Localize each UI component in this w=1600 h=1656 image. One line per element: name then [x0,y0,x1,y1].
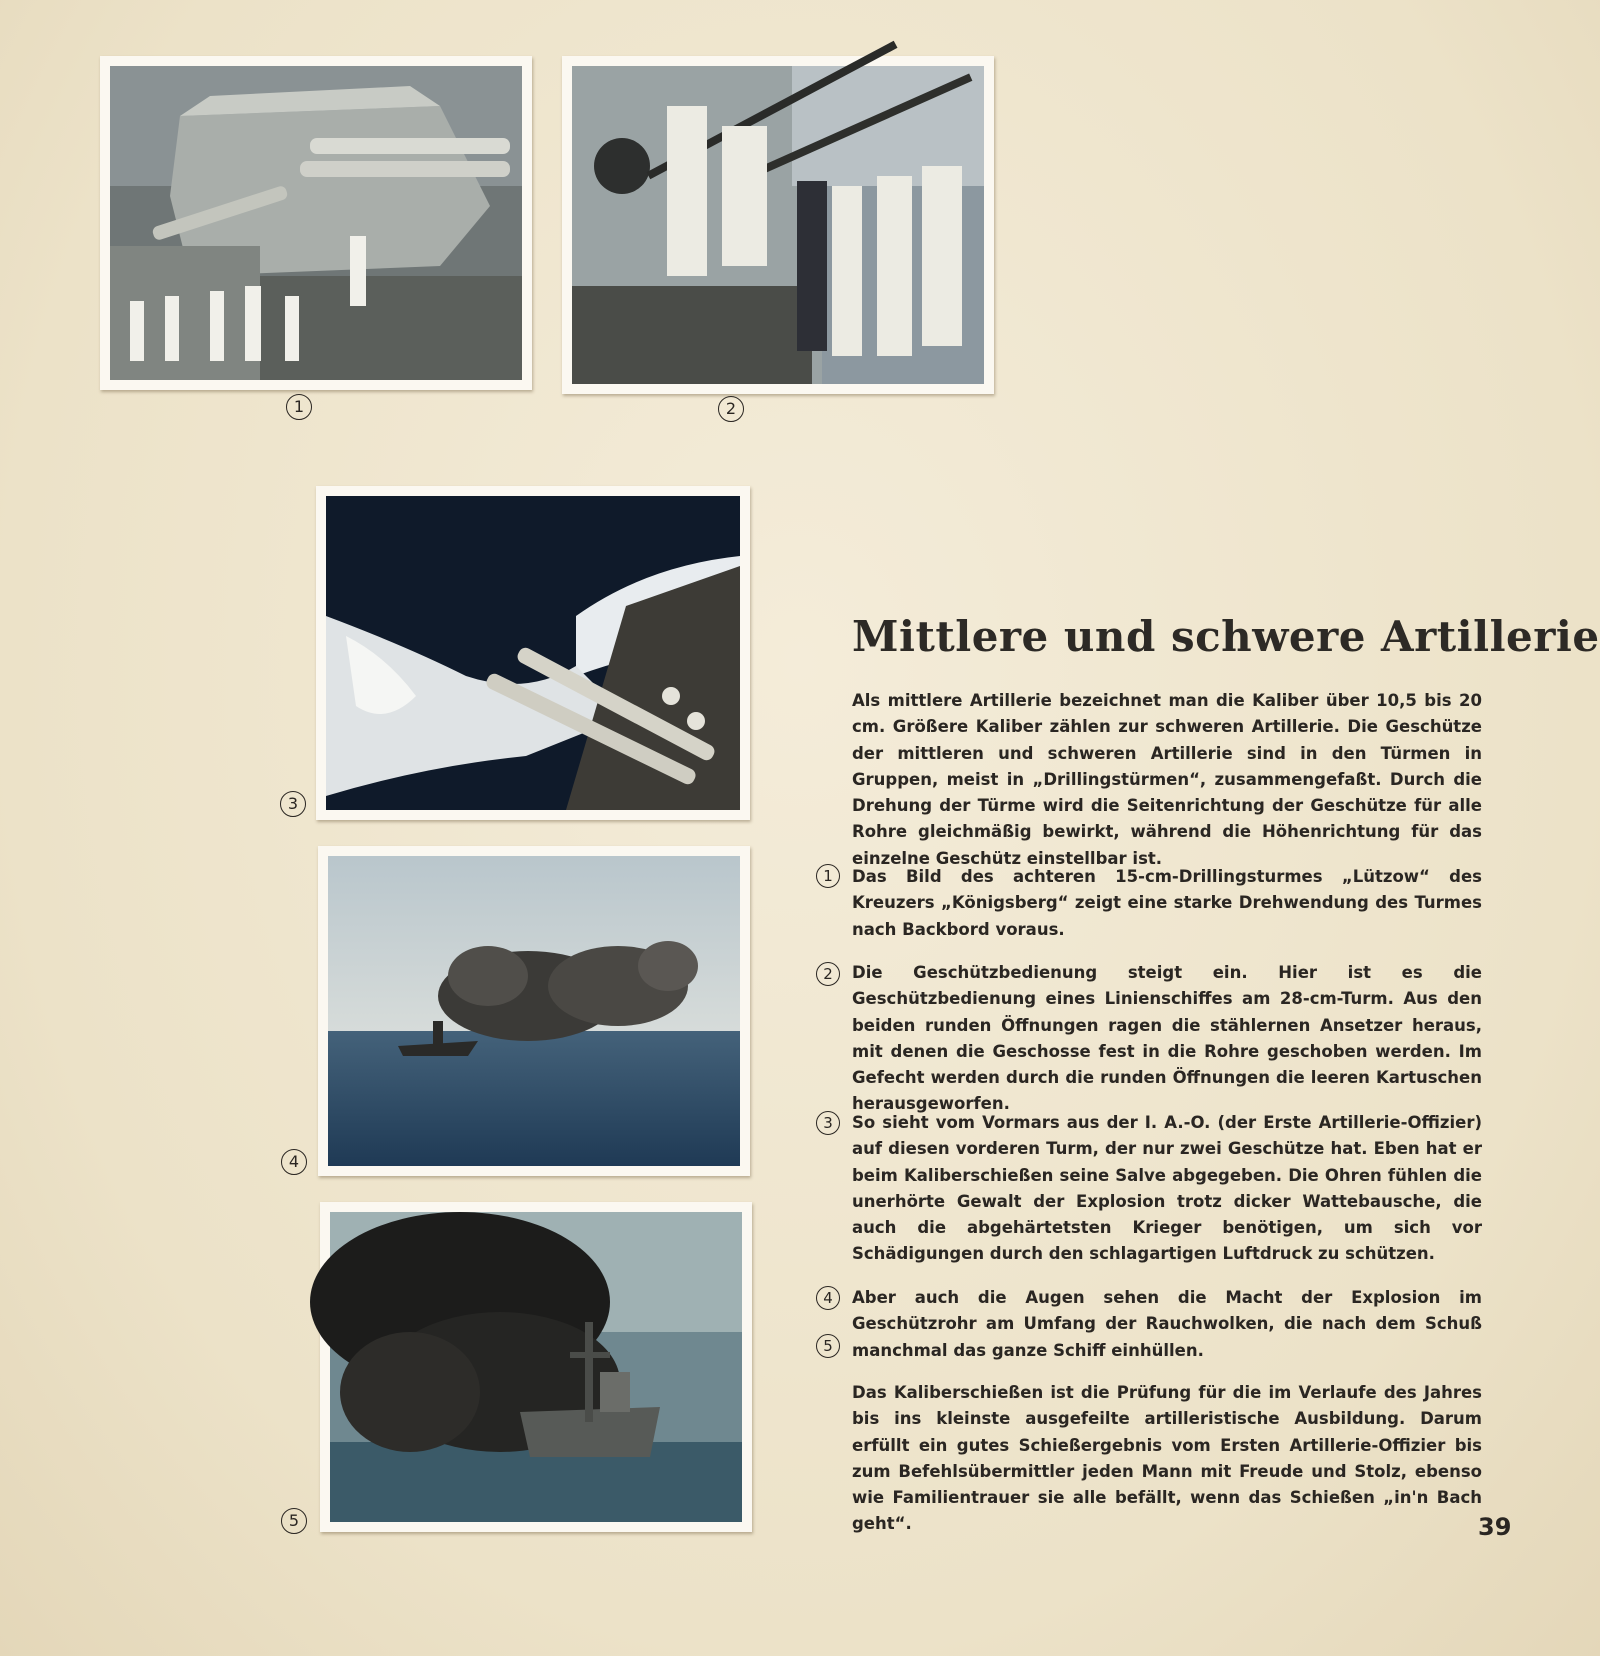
caption-paragraph-4-5: Aber auch die Augen sehen die Macht der Explosion im Geschützrohr am Umfang der Rauchwolken, die nach dem Schuß manchmal das ganze Schiff einhüllen. [852,1288,1482,1360]
caption-number-5: 5 [816,1334,840,1358]
photo-gun-crew [572,66,984,384]
photo-card-2 [562,56,994,394]
caption-number-2: 2 [816,962,840,986]
caption-paragraph-3: So sieht vom Vormars aus der I. A.-O. (der Erste Artillerie-Offizier) auf diesen vorderen Turm, der nur zwei Geschütze hat. Eben hat er beim Kaliberschießen seine Salve abgegeben. Die Ohren fühlen die unerhörte Gewalt der Explosion trotz dicker Wattebausche, die auch die abgehärtetsten Krieger benötigen, um sich vor Schädigungen durch den schlagartigen Luftdruck zu schützen. [852,1113,1482,1264]
caption-paragraph-1: Das Bild des achteren 15-cm-Drillingsturmes „Lützow“ des Kreuzers „Königsberg“ zeigt eine starke Drehwendung des Turmes nach Backbord voraus. [852,867,1482,939]
photo-card-4 [318,846,750,1176]
photo-card-1 [100,56,532,390]
caption-number-1: 1 [816,864,840,888]
page-number: 39 [1478,1513,1512,1541]
photo-label-1: 1 [286,394,312,420]
page-title: Mittlere und schwere Artillerie [852,612,1600,661]
closing-paragraph: Das Kaliberschießen ist die Prüfung für die im Verlaufe des Jahres bis ins kleinste ausgefeilte artilleristische Ausbildung. Darum erfüllt ein gutes Schießergebnis vom Ersten Artillerie-Offizier bis zum Befehlsübermittler jeden Mann mit Freude und Stolz, ebenso wie Familientrauer sie alle befällt, wenn das Schießen „in'n Bach geht“. [852,1383,1482,1534]
intro-paragraph: Als mittlere Artillerie bezeichnet man die Kaliber über 10,5 bis 20 cm. Größere Kaliber zählen zur schweren Artillerie. Die Geschütze der mittleren und schweren Artillerie sind in den Türmen in Gruppen, meist in „Drillingstürmen“, zusammengefaßt. Durch die Drehung der Türme wird die Seitenrichtung der Geschütze für alle Rohre gleichmäßig bewirkt, während die Höhenrichtung für das einzelne Geschütz einstellbar ist. [852,691,1482,868]
photo-turret-salvo [326,496,740,810]
photo-card-5 [320,1202,752,1532]
photo-label-3: 3 [280,791,306,817]
caption-number-4: 4 [816,1286,840,1310]
photo-label-2: 2 [718,396,744,422]
photo-card-3 [316,486,750,820]
photo-label-4: 4 [281,1149,307,1175]
photo-label-5: 5 [281,1508,307,1534]
caption-paragraph-2: Die Geschützbedienung steigt ein. Hier ist es die Geschützbedienung eines Linienschiffes am 28-cm-Turm. Aus den beiden runden Öffnungen ragen die stählernen Ansetzer heraus, mit denen die Geschosse fest in die Rohre geschoben werden. Im Gefecht werden durch die runden Öffnungen die leeren Kartuschen herausgeworfen. [852,963,1482,1114]
photo-ship-firing [328,856,740,1166]
photo-battleship-smoke [330,1212,742,1522]
photo-gun-turret [110,66,522,380]
caption-number-3: 3 [816,1111,840,1135]
